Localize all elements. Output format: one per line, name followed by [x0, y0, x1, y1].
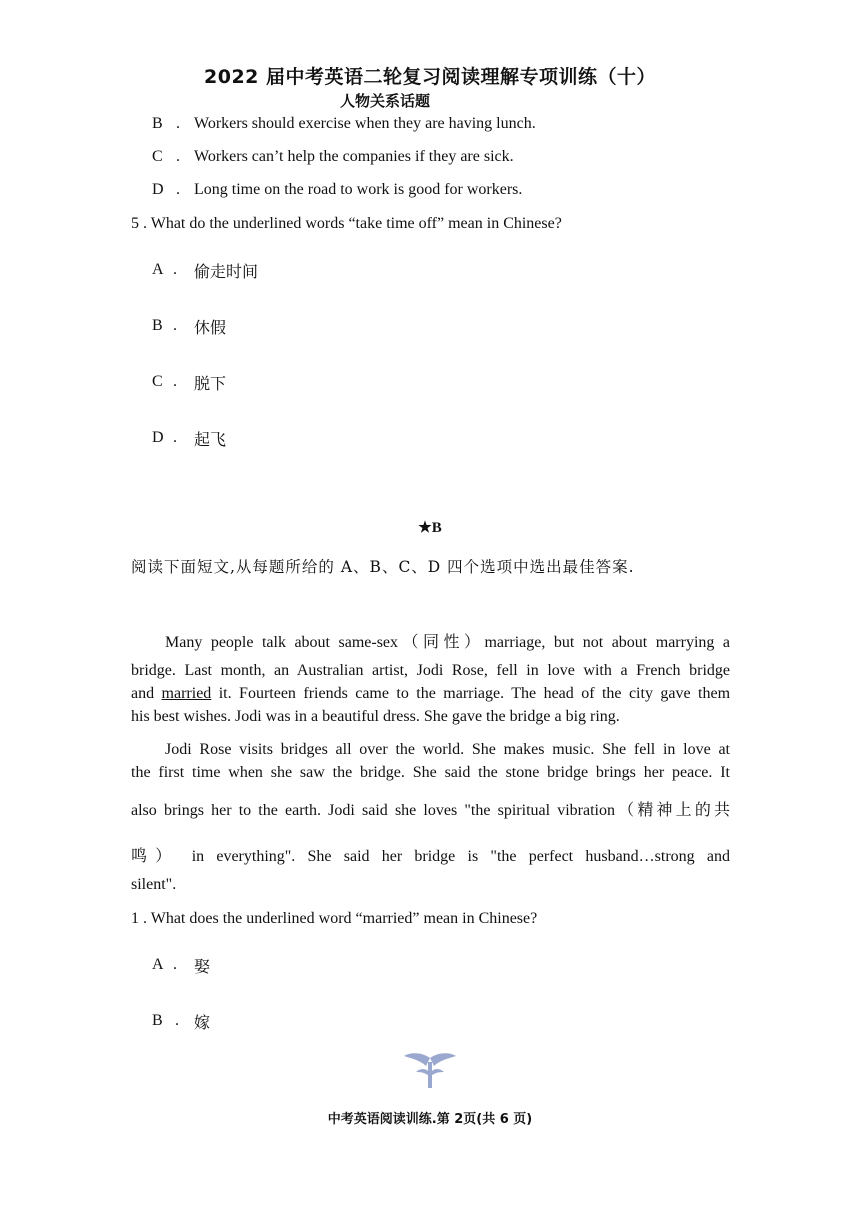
section-instruction: 阅读下面短文,从每题所给的 A、B、C、D 四个选项中选出最佳答案.: [131, 558, 635, 576]
document-subtitle: 人物关系话题: [340, 92, 431, 110]
option-text: Workers can’t help the companies if they are sick.: [194, 148, 514, 165]
option-text: 起飞: [194, 430, 227, 449]
option-text: Workers should exercise when they are having lunch.: [194, 115, 536, 132]
passage-line: silent".: [131, 876, 177, 893]
option-dot: .: [173, 373, 177, 390]
passage-text: in everything". She said her bridge is "the perfect husband…strong and: [191, 848, 730, 865]
option-letter: A: [152, 956, 164, 973]
question-5-text: 5 . What do the underlined words “take time off” mean in Chinese?: [131, 215, 562, 232]
option-letter: D: [152, 181, 164, 198]
question-1-text: 1 . What does the underlined word “married” mean in Chinese?: [131, 910, 538, 927]
option-dot: .: [173, 429, 177, 446]
passage-text: Many people talk about same-sex: [165, 634, 399, 651]
option-dot: .: [173, 956, 177, 973]
document-title: 2022 届中考英语二轮复习阅读理解专项训练（十）: [204, 66, 656, 88]
option-text: 嫁: [194, 1013, 211, 1032]
option-text: 偷走时间: [194, 262, 259, 281]
passage-line: [131, 685, 730, 703]
option-text: 娶: [194, 957, 211, 976]
option-letter: A: [152, 261, 164, 278]
option-dot: .: [175, 1012, 179, 1029]
option-letter: C: [152, 148, 163, 165]
option-dot: .: [173, 317, 177, 334]
option-letter: B: [152, 317, 163, 334]
option-text: 休假: [194, 318, 227, 337]
passage-text-cjk: 鸣）: [131, 846, 180, 865]
option-letter: D: [152, 429, 164, 446]
option-letter: C: [152, 373, 163, 390]
option-text: Long time on the road to work is good for workers.: [194, 181, 523, 198]
passage-text-cjk: （精神上的共: [615, 800, 730, 819]
option-dot: .: [176, 148, 180, 165]
option-dot: .: [173, 261, 177, 278]
passage-line: bridge. Last month, an Australian artist, Jodi Rose, fell in love with a French bridge: [131, 662, 730, 679]
passage-line: the first time when she saw the bridge. She said the stone bridge brings her peace. It: [131, 764, 730, 781]
passage-line: his best wishes. Jodi was in a beautiful dress. She gave the bridge a big ring.: [131, 708, 620, 725]
option-letter: B: [152, 115, 163, 132]
option-text: 脱下: [194, 374, 227, 393]
underlined-word: married: [161, 685, 212, 702]
passage-text: also brings her to the earth. Jodi said she loves "the spiritual vibration: [131, 802, 615, 819]
passage-line: [131, 843, 730, 866]
option-letter: B: [152, 1012, 163, 1029]
option-dot: .: [176, 181, 180, 198]
passage-text: Jodi Rose visits bridges all over the world. She makes music. She fell in love at: [165, 741, 730, 758]
passage-line: [131, 741, 730, 759]
passage-text: and: [131, 685, 155, 702]
passage-text: marriage, but not about marrying a: [484, 634, 730, 651]
page-footer: 中考英语阅读训练.第 2页(共 6 页): [327, 1112, 533, 1127]
passage-line: [131, 629, 730, 652]
section-b-heading: ★B: [418, 520, 442, 536]
option-dot: .: [176, 115, 180, 132]
passage-text-cjk: （同性）: [398, 632, 485, 651]
passage-text: it. Fourteen friends came to the marriage. The head of the city gave them: [218, 685, 731, 702]
passage-line: [131, 797, 730, 820]
publisher-logo-icon: [402, 1050, 458, 1090]
